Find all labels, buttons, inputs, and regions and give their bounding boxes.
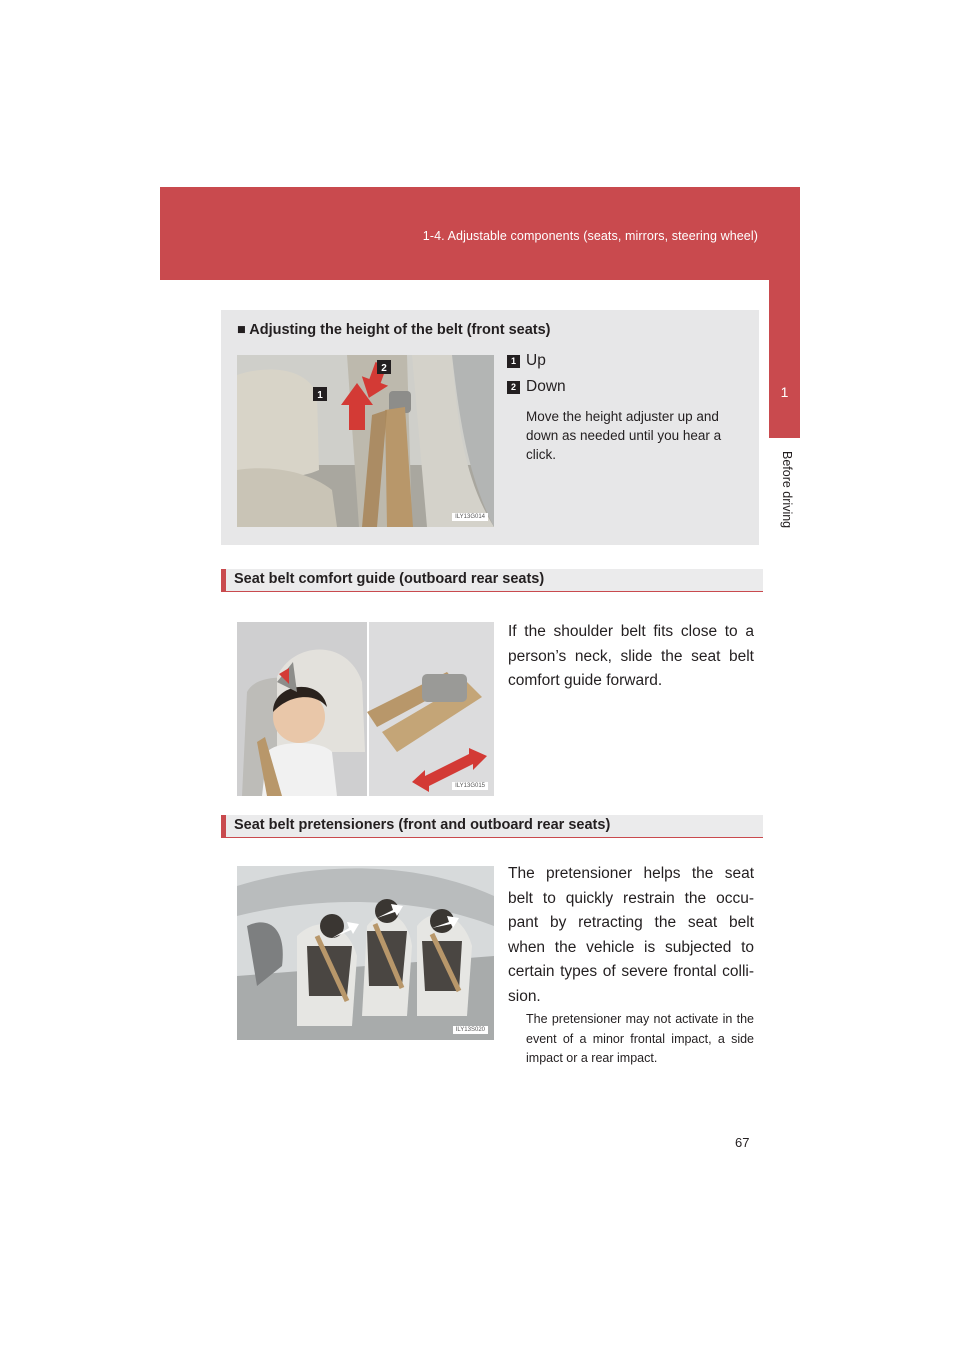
comfort-guide-illustration [237, 622, 494, 796]
image-code: ILY13G015 [452, 782, 488, 790]
page-number: 67 [735, 1135, 750, 1150]
step-label: Up [526, 352, 546, 369]
belt-height-panel [221, 310, 759, 545]
chapter-number: 1 [780, 384, 789, 400]
belt-height-note: Move the height adjuster up and down as needed until you hear a click. [526, 409, 722, 462]
pretensioners-text: The pretensioner helps the seat belt to quickly restrain the occu- pant by retracting the seat belt when the vehicle is subjected to certain types of severe frontal colli- sion. [508, 865, 754, 1005]
step-badge: 2 [507, 381, 520, 394]
image-code: ILY13S020 [453, 1026, 488, 1034]
chapter-label: Before driving [780, 451, 794, 529]
comfort-guide-heading [221, 569, 763, 592]
chapter-tab [769, 280, 800, 438]
pretensioners-note: The pretensioner may not activate in the event of a minor frontal impact, a side impact or a rear impact. [526, 1012, 754, 1065]
pretensioners-heading-text: Seat belt pretensioners (front and outboard rear seats) [234, 817, 611, 833]
callout-1: 1 [317, 390, 323, 401]
image-code: ILY13G014 [452, 513, 488, 521]
comfort-guide-heading-text: Seat belt comfort guide (outboard rear seats) [234, 571, 545, 587]
step-badge: 1 [507, 355, 520, 368]
belt-height-drawing [237, 355, 494, 527]
belt-height-heading: ■ Adjusting the height of the belt (front seats) [237, 322, 551, 338]
comfort-guide-text: If the shoulder belt fits close to a person’s neck, slide the seat belt comfort guide forward. [508, 623, 754, 689]
callout-2: 2 [381, 363, 387, 374]
comfort-guide-drawing [237, 622, 494, 796]
step-label: Down [526, 378, 566, 395]
pretensioners-drawing [237, 866, 494, 1040]
pretensioners-heading [221, 815, 763, 838]
belt-height-illustration [237, 355, 494, 527]
step-up [507, 352, 546, 370]
pretensioners-illustration [237, 866, 494, 1040]
chapter-title: 1-4. Adjustable components (seats, mirrors, steering wheel) [422, 229, 758, 243]
header-band [160, 187, 800, 280]
step-down [507, 378, 566, 396]
